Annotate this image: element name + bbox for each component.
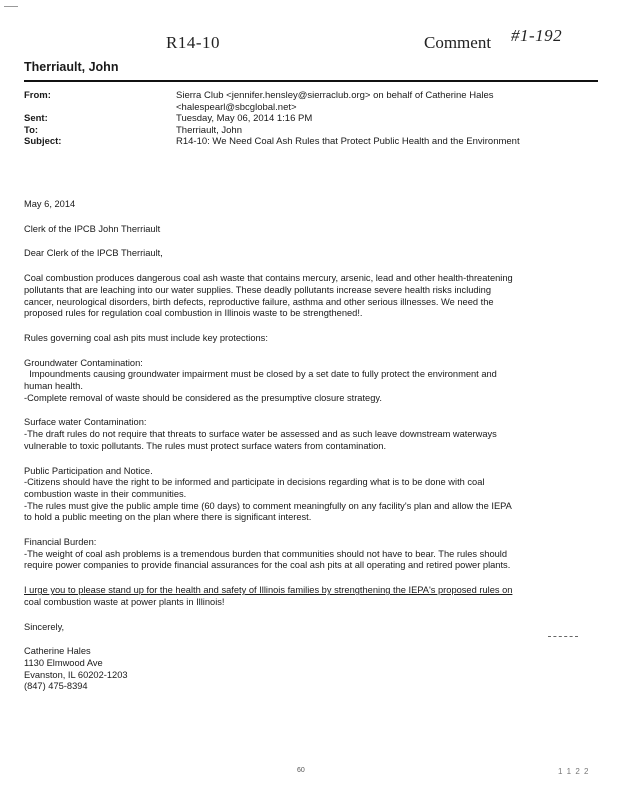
rules-intro: Rules governing coal ash pits must include key protections: [24,332,268,343]
section-public-participation [24,466,584,525]
signature-block [24,646,584,693]
text-line: require power companies to provide financial assurances for the coal ash pits at all operating and retired power plants. [24,560,511,571]
text-line: Impoundments causing groundwater impairment must be closed by a set date to fully protect the environment and [24,369,497,380]
corner-code: 1 1 2 2 [558,767,590,776]
text-line: pollutants that are leaching into our water supplies. These deadly pollutants increase severe health risks including [24,284,492,295]
text-line: coal combustion waste at power plants in Illinois! [24,596,225,607]
subject-label: Subject: [24,136,62,148]
letter-addressee: Clerk of the IPCB John Therriault [24,223,161,234]
signature-phone: (847) 475-8394 [24,681,88,692]
text-line: -Complete removal of waste should be considered as the presumptive closure strategy. [24,392,382,403]
closing-paragraph [24,585,584,608]
subject-value: R14-10: We Need Coal Ash Rules that Protect Public Health and the Environment [176,136,520,148]
signature-street: 1130 Elmwood Ave [24,657,103,668]
section-groundwater [24,358,584,405]
signature-city: Evanston, IL 60202-1203 [24,669,128,680]
scan-corner-mark [4,6,18,17]
comment-stamp-label: Comment [424,33,492,52]
recipient-name: Therriault, John [24,60,119,74]
letter-salutation: Dear Clerk of the IPCB Therriault, [24,248,163,259]
from-value: Sierra Club <jennifer.hensley@sierraclub.org> on behalf of Catherine Hales [176,90,494,101]
comment-number: #1-192 [511,26,563,45]
intro-paragraph [24,273,584,320]
page-mark: 60 [297,767,305,774]
text-line: combustion waste in their communities. [24,488,187,499]
section-heading: Public Participation and Notice. [24,465,153,476]
text-line: cancer, neurological disorders, birth defects, reproductive failure, asthma and other serious illnesses. We need the [24,296,494,307]
docket-stamp: R14-10 [166,33,220,52]
letter-body [24,199,584,693]
section-heading: Surface water Contamination: [24,417,147,428]
section-heading: Groundwater Contamination: [24,357,143,368]
text-line: -Citizens should have the right to be informed and participate in decisions regarding what is to be done with coal [24,477,485,488]
sent-label: Sent: [24,113,48,125]
handwritten-line [548,636,578,637]
signoff: Sincerely, [24,621,65,632]
from-label: From: [24,90,51,101]
text-line: I urge you to please stand up for the health and safety of Illinois families by strengthening the IEPA's proposed rules on [24,585,513,596]
letter-date: May 6, 2014 [24,199,76,209]
text-line: -The draft rules do not require that threats to surface water be assessed and as such leave downstream waterways [24,429,497,440]
from-value-cont: <halespearl@sbcglobal.net> [176,101,297,113]
to-value: Therriault, John [176,124,243,136]
section-surface-water [24,417,584,452]
header-divider [24,80,598,82]
text-line: human health. [24,381,83,392]
sent-value: Tuesday, May 06, 2014 1:16 PM [176,113,313,125]
text-line: -The rules must give the public ample time (60 days) to comment meaningfully on any facility's plan and allow the IEPA [24,500,512,511]
text-line: to hold a public meeting on the plan where there is significant interest. [24,512,312,523]
section-financial-burden [24,537,584,572]
section-heading: Financial Burden: [24,537,97,548]
text-line: proposed rules for regulation coal combustion in Illinois waste to be strengthened!. [24,308,363,319]
text-line: Coal combustion produces dangerous coal ash waste that contains mercury, arsenic, lead and other health-threatening [24,273,513,284]
text-line: -The weight of coal ash problems is a tremendous burden that communities should not have to bear. The rules should [24,548,508,559]
signature-name: Catherine Hales [24,646,91,657]
text-line: vulnerable to toxic pollutants. The rules must protect surface waters from contamination. [24,440,387,451]
to-label: To: [24,124,39,136]
